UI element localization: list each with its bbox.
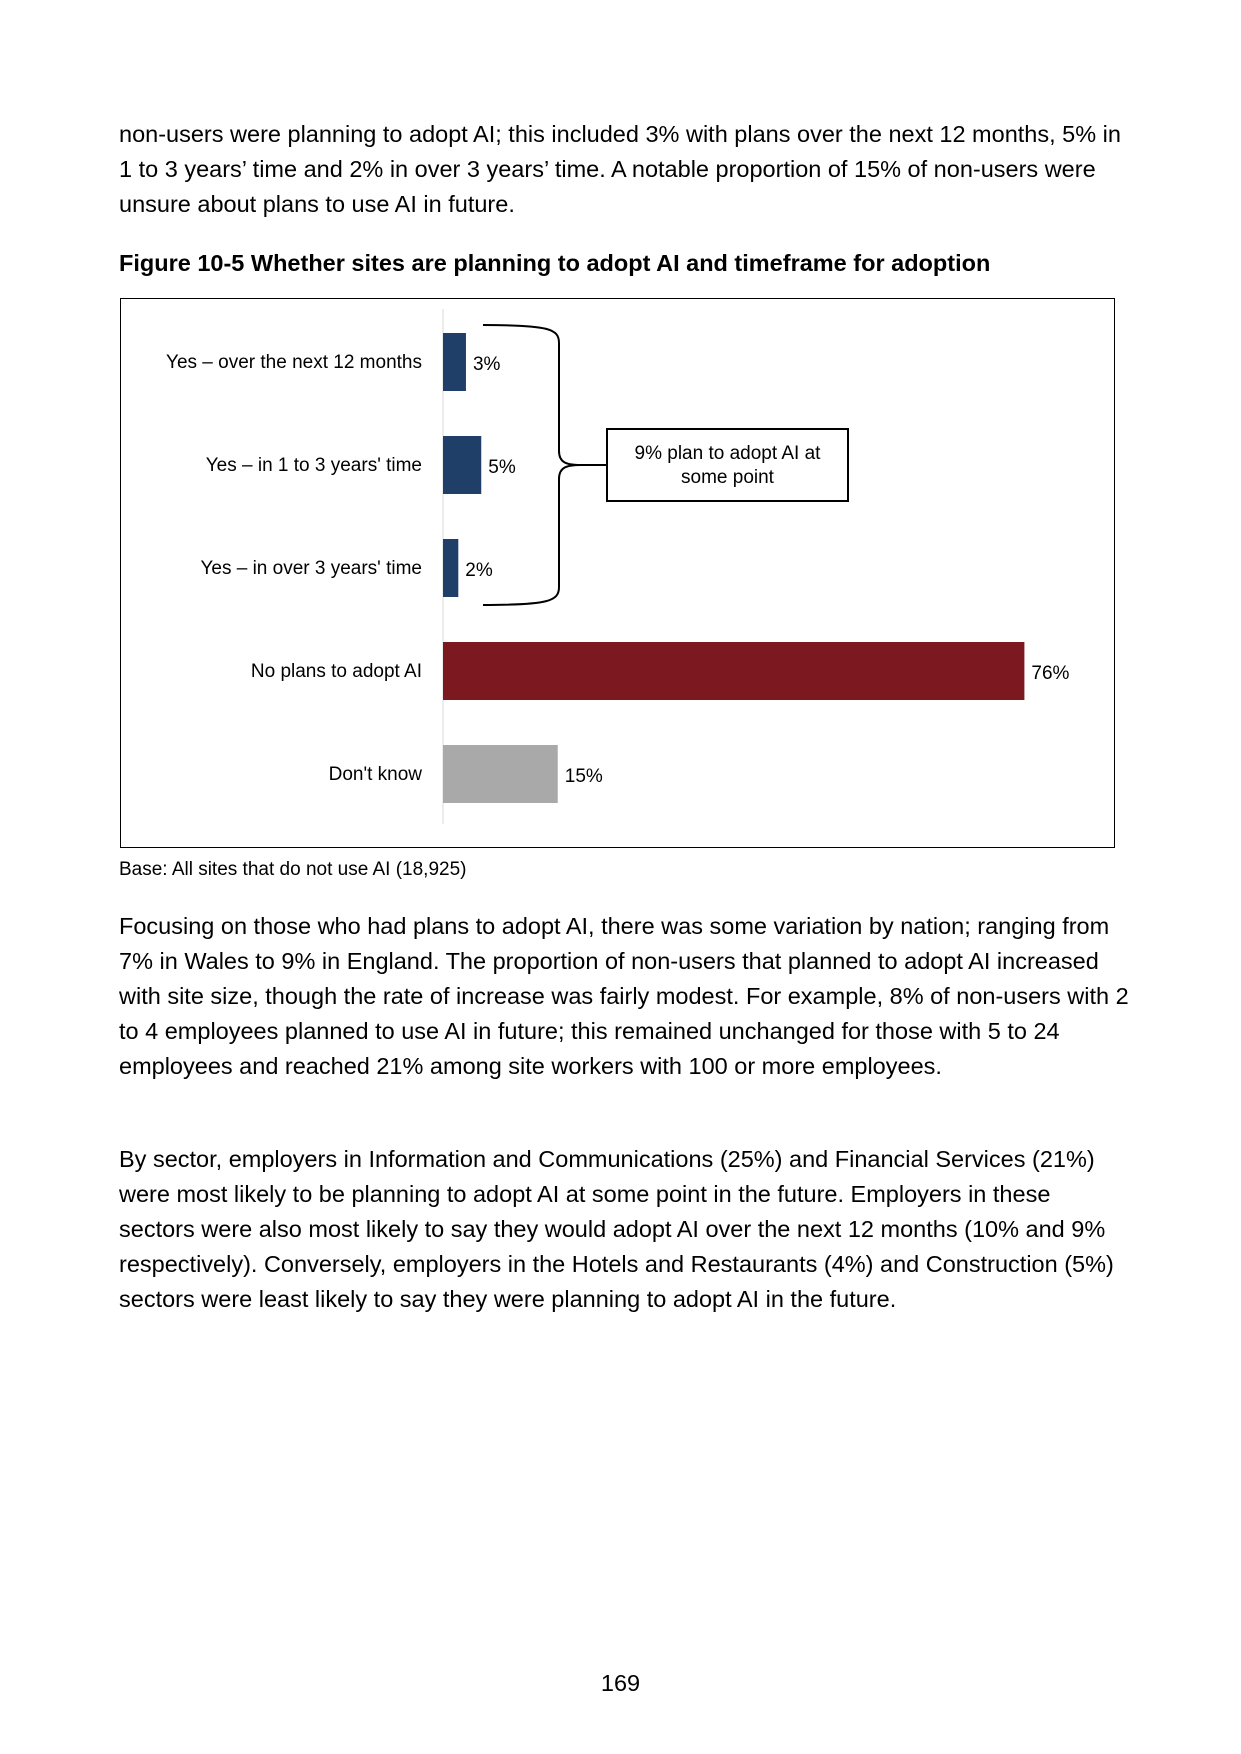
annotation-text-line-2: some point [681, 467, 774, 488]
value-label-3: 2% [465, 560, 493, 581]
category-label-4: No plans to adopt AI [250, 661, 422, 682]
value-label-2: 5% [488, 457, 516, 478]
chart-frame [120, 298, 1115, 848]
annotation-box [607, 429, 848, 501]
category-label-1: Yes – over the next 12 months [166, 352, 422, 373]
value-label-1: 3% [472, 354, 501, 375]
body-paragraph-2: Focusing on those who had plans to adopt AI, there was some variation by nation; ranging from 7% in Wales to 9% in England. The proportion of non-users that planned to adopt AI increased with site size, though the rate of increase was fairly modest. For example, 8% of non-users with 2 to 4 employees planned to use AI in future; this remained unchanged for those with 5 to 24 employees and reached 21% among site workers with 100 or more employees. [119, 913, 1129, 1079]
figure-title: Figure 10-5 Whether sites are planning to adopt AI and timeframe for adoption [119, 250, 991, 276]
value-label-4: 76% [1031, 663, 1070, 684]
bar-chart [121, 299, 1113, 846]
body-paragraph-3: By sector, employers in Information and Communications (25%) and Financial Services (21%) were most likely to be planning to adopt AI at some point in the future. Employers in these sectors were also most likely to say they would adopt AI over the next 12 months (10% and 9% respectively). Conversely, employers in the Hotels and Restaurants (4%) and Construction (5%) sectors were least likely to say they were planning to adopt AI in the future. [119, 1146, 1114, 1312]
category-label-3: Yes – in over 3 years' time [200, 558, 422, 579]
annotation-text-line-1: 9% plan to adopt AI at [634, 443, 821, 464]
bar-3 [443, 539, 458, 597]
bar-4 [443, 642, 1024, 700]
bar-2 [443, 436, 481, 494]
value-label-5: 15% [564, 766, 603, 787]
bar-1 [443, 333, 466, 391]
page-number: 169 [600, 1670, 641, 1696]
bar-5 [443, 745, 558, 803]
body-paragraph-1: non-users were planning to adopt AI; this included 3% with plans over the next 12 months, 5% in 1 to 3 years’ time and 2% in over 3 years’ time. A notable proportion of 15% of non-users were unsure about plans to use AI in future. [119, 121, 1121, 217]
base-note: Base: All sites that do not use AI (18,925) [119, 859, 467, 880]
category-label-5: Don't know [328, 764, 422, 785]
category-label-2: Yes – in 1 to 3 years' time [205, 455, 422, 476]
